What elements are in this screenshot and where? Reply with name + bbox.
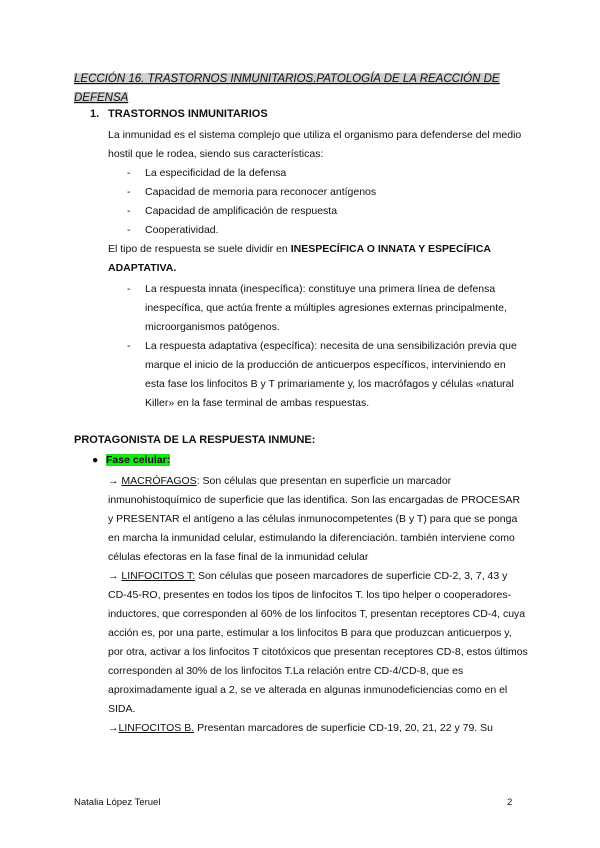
list-item: - La especificidad de la defensa — [127, 167, 287, 179]
footer-page-number: 2 — [507, 797, 513, 808]
bullet-icon: ● — [92, 454, 99, 466]
list-item: - Capacidad de memoria para reconocer antígenos — [127, 186, 377, 198]
list-item-adaptive-response: - La respuesta adaptativa (específica): necesita de una sensibilización previa que marque el inicio de la producción de anticuerpos específicos, interviniendo en esta fase los linfocitos B y T primariamente y, los macrófagos y células «natural Killer» en la fase terminal de ambas respuestas. — [127, 340, 517, 409]
response-type-paragraph: El tipo de respuesta se suele dividir en INESPECÍFICA O INNATA Y ESPECÍFICA ADAPTATIVA. — [108, 243, 491, 274]
section-heading-protagonista: PROTAGONISTA DE LA RESPUESTA INMUNE: — [74, 434, 316, 446]
lesson-title: LECCIÓN 16. TRASTORNOS INMUNITARIOS.PATOLOGÍA DE LA REACCIÓN DE DEFENSA — [74, 73, 500, 104]
list-item: - Cooperatividad. — [127, 224, 219, 236]
arrow-icon: → — [108, 722, 119, 734]
response-types-bold: INESPECÍFICA O INNATA Y ESPECÍFICA ADAPTATIVA. — [108, 243, 491, 274]
linfocitos-t-paragraph: → LINFOCITOS T: Son células que poseen marcadores de superficie CD-2, 3, 7, 43 y CD-45-RO, presentes en todos los tipos de linfocitos T. los tipo helper o cooperadores-inductores, que corresponden al 60% de los linfocitos T, presentan receptores CD-4, cuya acción es, por una parte, estimular a los linfocitos B para que produzcan anticuerpos y, por otra, activar a los linfocitos T citotóxicos que presentan receptores CD-8, estos últimos corresponden al 30% de los linfocitos T.La relación entre CD-4/CD-8, que es aproximadamente igual a 2, se ve alterada en algunas inmunodeficiencias como en el SIDA. — [108, 570, 528, 715]
macrofagos-paragraph: → MACRÓFAGOS: Son células que presentan en superficie un marcador inmunohistoquímico de superficie que las identifica. Son las encargadas de PROCESAR y PRESENTAR el antígeno a las células inmunocompetentes (B y T) para que se ponga en marcha la inmunidad celular, estimulando la diferenciación. también interviene como células efectoras en la fase final de la inmunidad celular — [108, 475, 521, 563]
arrow-icon: → — [108, 475, 119, 487]
section-heading-trastornos: 1. TRASTORNOS INMUNITARIOS — [90, 108, 268, 120]
phase-body — [108, 472, 528, 738]
phase-label-highlighted: Fase celular: — [106, 454, 171, 466]
footer-author: Natalia López Teruel — [74, 797, 161, 808]
list-item: - Capacidad de amplificación de respuesta — [127, 205, 338, 217]
intro-paragraph: La inmunidad es el sistema complejo que utiliza el organismo para defenderse del medio hostil que le rodea, siendo sus características: — [108, 129, 522, 160]
arrow-icon: → — [108, 570, 119, 582]
linfocitos-b-paragraph: →LINFOCITOS B. Presentan marcadores de superficie CD-19, 20, 21, 22 y 79. Su — [108, 722, 493, 734]
phase-bullet — [92, 454, 170, 466]
list-item-innate-response: - La respuesta innata (inespecífica): constituye una primera línea de defensa inespecífica, que actúa frente a múltiples agresiones externas principalmente, microorganismos patógenos. — [127, 283, 507, 333]
